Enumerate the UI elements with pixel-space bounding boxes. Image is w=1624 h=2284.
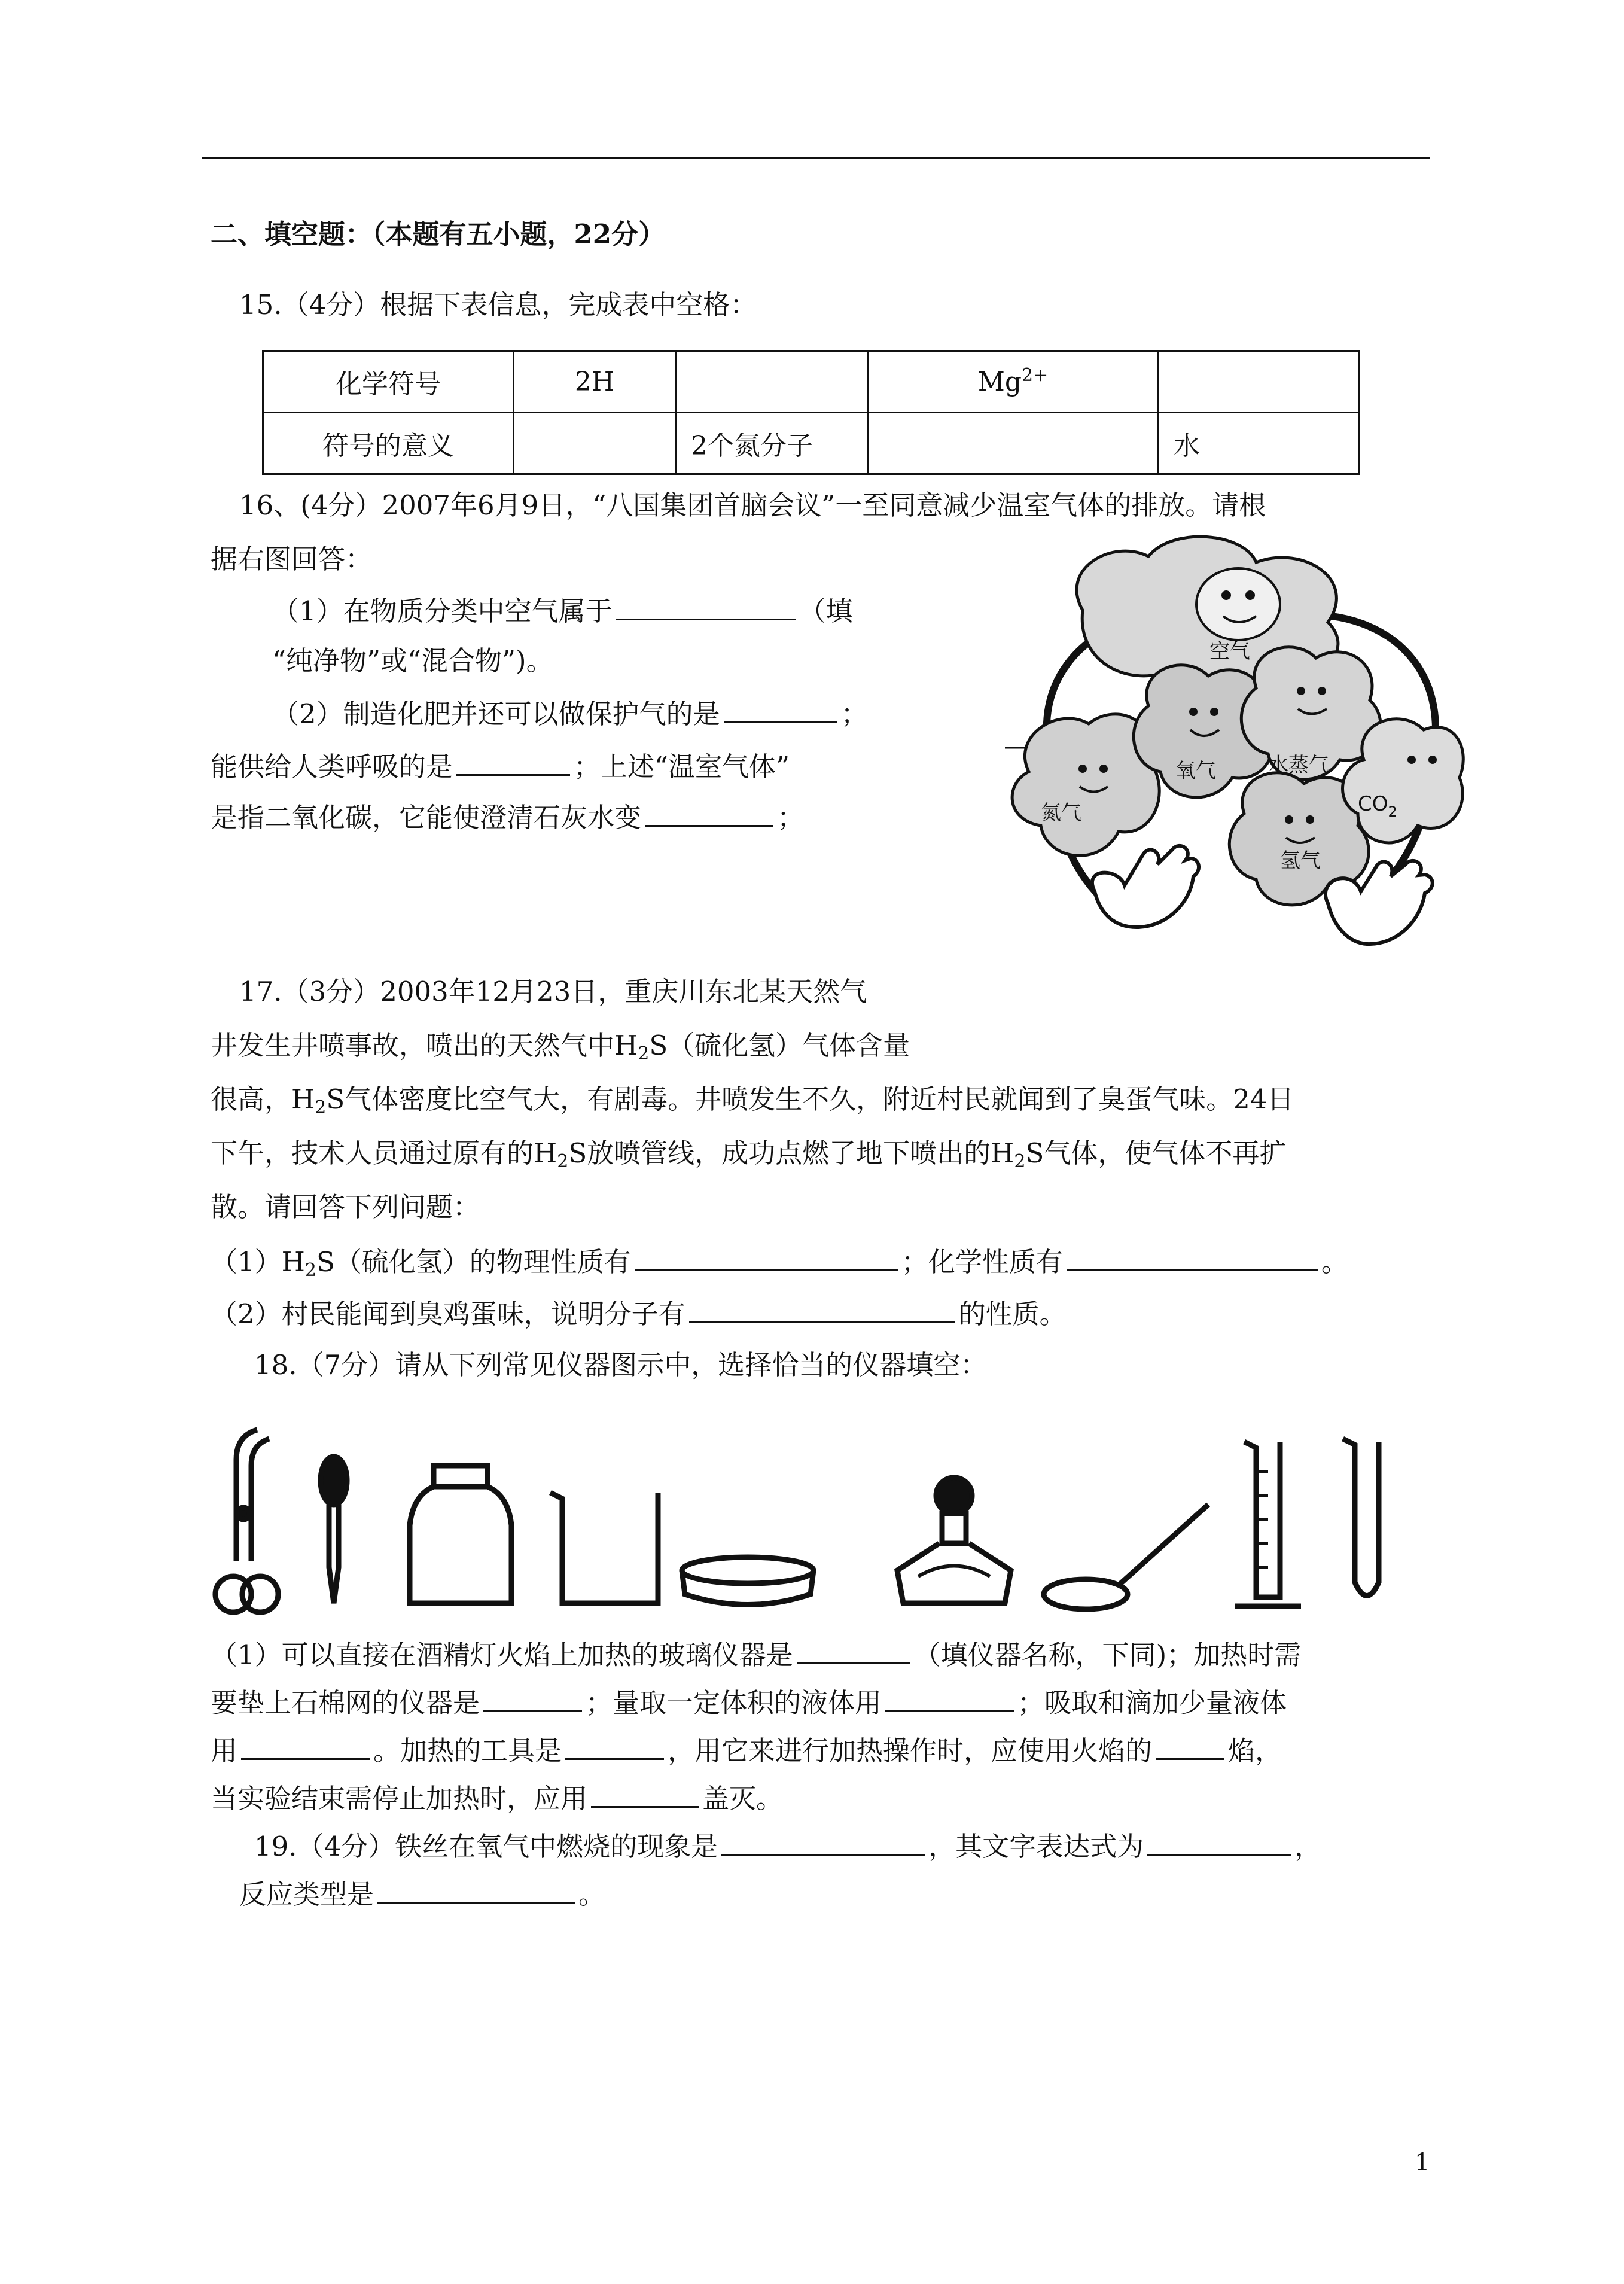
label-co2: $CO_2$	[1358, 792, 1397, 820]
q17-l4-c: S气体，使气体不再扩	[1025, 1137, 1287, 1169]
q18-line4	[211, 1780, 783, 1817]
instrument-row	[203, 1424, 1418, 1621]
q19-l1-b: ，其文字表达式为	[928, 1831, 1144, 1862]
graduated-cylinder-icon	[1235, 1442, 1301, 1606]
q17-line4	[211, 1135, 1286, 1171]
q16-part2	[272, 695, 868, 732]
answer-blank[interactable]	[797, 1636, 910, 1664]
q17-l4-b: S放喷管线，成功点燃了地下喷出的H	[568, 1137, 1014, 1169]
q17-s1-d: 。	[1321, 1246, 1348, 1278]
answer-blank[interactable]	[1147, 1828, 1291, 1856]
symbol-table	[262, 350, 1360, 475]
q18-l2-c: ；吸取和滴加少量液体	[1017, 1687, 1287, 1719]
q18-l3-d: 焰，	[1228, 1735, 1282, 1767]
section-title: 二、填空题：（本题有五小题，22分）	[211, 218, 666, 250]
label-nitrogen: 氮气	[1041, 801, 1081, 825]
q16-p4-text: 是指二氧化碳，它能使澄清石灰水变	[211, 802, 642, 833]
q16-p1-hint: （填	[799, 595, 853, 627]
q16-p2-text: （2）制造化肥并还可以做保护气的是	[272, 698, 720, 730]
q19-l2-a: 反应类型是	[239, 1878, 374, 1910]
label-air: 空气	[1209, 639, 1250, 663]
q17-l3-b: S气体密度比空气大，有剧毒。井喷发生不久，附近村民就闻到了臭蛋气味。24日	[326, 1083, 1294, 1115]
subscript: 2	[315, 1097, 327, 1118]
q17-l2-b: S（硫化氢）气体含量	[649, 1030, 910, 1061]
q16-p3-end: ；上述“温室气体”	[574, 751, 790, 782]
row2-header: 符号的意义	[263, 413, 514, 474]
answer-blank[interactable]	[565, 1732, 664, 1760]
answer-blank[interactable]	[689, 1295, 955, 1323]
answer-blank[interactable]	[616, 592, 796, 620]
q17-line1: 17.（3分）2003年12月23日，重庆川东北某天然气	[239, 976, 867, 1007]
crucible-tongs-icon	[215, 1430, 278, 1612]
q18-line3	[211, 1732, 1282, 1769]
q19-l2-b: 。	[578, 1878, 606, 1910]
wide-mouth-bottle-icon	[410, 1466, 511, 1603]
q17-sub2	[211, 1295, 1067, 1332]
subscript: 2	[557, 1151, 569, 1172]
q16-part4	[211, 799, 804, 836]
page-number: 1	[1415, 2149, 1430, 2176]
answer-blank[interactable]	[1156, 1732, 1224, 1760]
cell-water: 水	[1159, 413, 1360, 474]
q17-s2-a: （2）村民能闻到臭鸡蛋味，说明分子有	[211, 1298, 685, 1330]
q18-l2-a: 要垫上石棉网的仪器是	[211, 1687, 480, 1719]
header-rule	[202, 157, 1430, 159]
subscript: 2	[304, 1260, 316, 1281]
answer-blank[interactable]	[456, 748, 570, 776]
cell-blank-meaning	[514, 413, 676, 474]
q17-s1-b: S（硫化氢）的物理性质有	[316, 1246, 631, 1278]
answer-blank[interactable]	[721, 1828, 925, 1856]
beaker-icon	[550, 1493, 658, 1603]
q18-line2	[211, 1684, 1287, 1721]
q18-l1-a: （1）可以直接在酒精灯火焰上加热的玻璃仪器是	[211, 1639, 793, 1671]
q17-l2-a: 井发生井喷事故，喷出的天然气中H	[211, 1030, 638, 1061]
q17-line5: 散。请回答下列问题：	[211, 1191, 480, 1223]
q18-line1	[211, 1636, 1301, 1673]
mg-charge: 2+	[1021, 364, 1049, 386]
q17-line2	[211, 1028, 910, 1064]
cell-2h: 2H	[514, 351, 676, 413]
q17-l3-a: 很高，H	[211, 1083, 315, 1115]
q17-s1-c: ；化学性质有	[901, 1246, 1063, 1278]
subscript: 2	[638, 1043, 650, 1064]
subscript: 2	[1014, 1151, 1026, 1172]
q18-prompt: 18.（7分）请从下列常见仪器图示中，选择恰当的仪器填空：	[254, 1349, 988, 1381]
answer-blank[interactable]	[635, 1243, 898, 1271]
q19-line1	[254, 1828, 1321, 1865]
q16-p4-end: ；	[777, 802, 805, 833]
q17-sub1	[211, 1243, 1348, 1280]
answer-blank[interactable]	[483, 1684, 582, 1712]
cell-2-nitrogen: 2个氮分子	[676, 413, 868, 474]
q18-l4-b: 盖灭。	[702, 1783, 784, 1814]
q17-s2-b: 的性质。	[958, 1298, 1067, 1330]
answer-blank[interactable]	[885, 1684, 1014, 1712]
mg-base: Mg	[977, 366, 1022, 397]
q18-l4-a: 当实验结束需停止加热时，应用	[211, 1783, 588, 1814]
answer-blank[interactable]	[645, 799, 773, 827]
cell-blank-symbol	[676, 351, 868, 413]
alcohol-lamp-icon	[897, 1478, 1011, 1603]
q16-intro-2: 据右图回答：	[211, 543, 373, 575]
q16-p3-text: 能供给人类呼吸的是	[211, 751, 453, 782]
label-hydrogen: 氢气	[1280, 849, 1321, 873]
q17-line3	[211, 1082, 1294, 1117]
q16-part1	[272, 592, 853, 629]
evaporating-dish-icon	[682, 1557, 813, 1605]
label-oxygen: 氧气	[1175, 759, 1216, 783]
q16-p1-text: （1）在物质分类中空气属于	[272, 595, 613, 627]
table-row	[263, 351, 1360, 413]
q18-l3-a: 用	[211, 1735, 238, 1767]
dropper-icon	[321, 1457, 347, 1603]
q16-intro-1: 16、(4分）2007年6月9日，“八国集团首脑会议”一至同意减少温室气体的排放。请根	[239, 489, 1266, 521]
answer-blank[interactable]	[1067, 1243, 1318, 1271]
cell-blank-meaning-2	[868, 413, 1159, 474]
medicine-spoon-icon	[1044, 1505, 1208, 1609]
q18-l3-b: 。加热的工具是	[373, 1735, 562, 1767]
q18-l2-b: ；量取一定体积的液体用	[586, 1687, 882, 1719]
answer-blank[interactable]	[377, 1875, 575, 1904]
q19-line2	[239, 1875, 605, 1913]
row1-header: 化学符号	[263, 351, 514, 413]
q17-s1-a: （1）H	[211, 1246, 305, 1278]
cell-mg-ion	[868, 351, 1159, 413]
test-tube-icon	[1343, 1439, 1379, 1596]
q18-l3-c: ，用它来进行加热操作时，应使用火焰的	[668, 1735, 1153, 1767]
air-composition-figure	[993, 532, 1471, 951]
cell-blank-symbol-2	[1159, 351, 1360, 413]
answer-blank[interactable]	[241, 1732, 370, 1760]
label-water-vapor: 水蒸气	[1268, 753, 1329, 777]
q16-p2-end: ；	[840, 698, 868, 730]
hand-left-icon	[1092, 846, 1199, 927]
answer-blank[interactable]	[591, 1780, 699, 1808]
q19-l1-a: 19.（4分）铁丝在氧气中燃烧的现象是	[254, 1831, 718, 1862]
q15-prompt: 15.（4分）根据下表信息，完成表中空格：	[239, 289, 757, 321]
q19-l1-c: ，	[1294, 1831, 1322, 1862]
answer-blank[interactable]	[724, 695, 837, 723]
q17-l4-a: 下午，技术人员通过原有的H	[211, 1137, 557, 1169]
q16-part3	[211, 748, 790, 785]
table-row	[263, 413, 1360, 474]
q18-l1-b: （填仪器名称，下同)；加热时需	[913, 1639, 1302, 1671]
q16-part1-hint: “纯净物”或“混合物”)。	[272, 645, 553, 677]
